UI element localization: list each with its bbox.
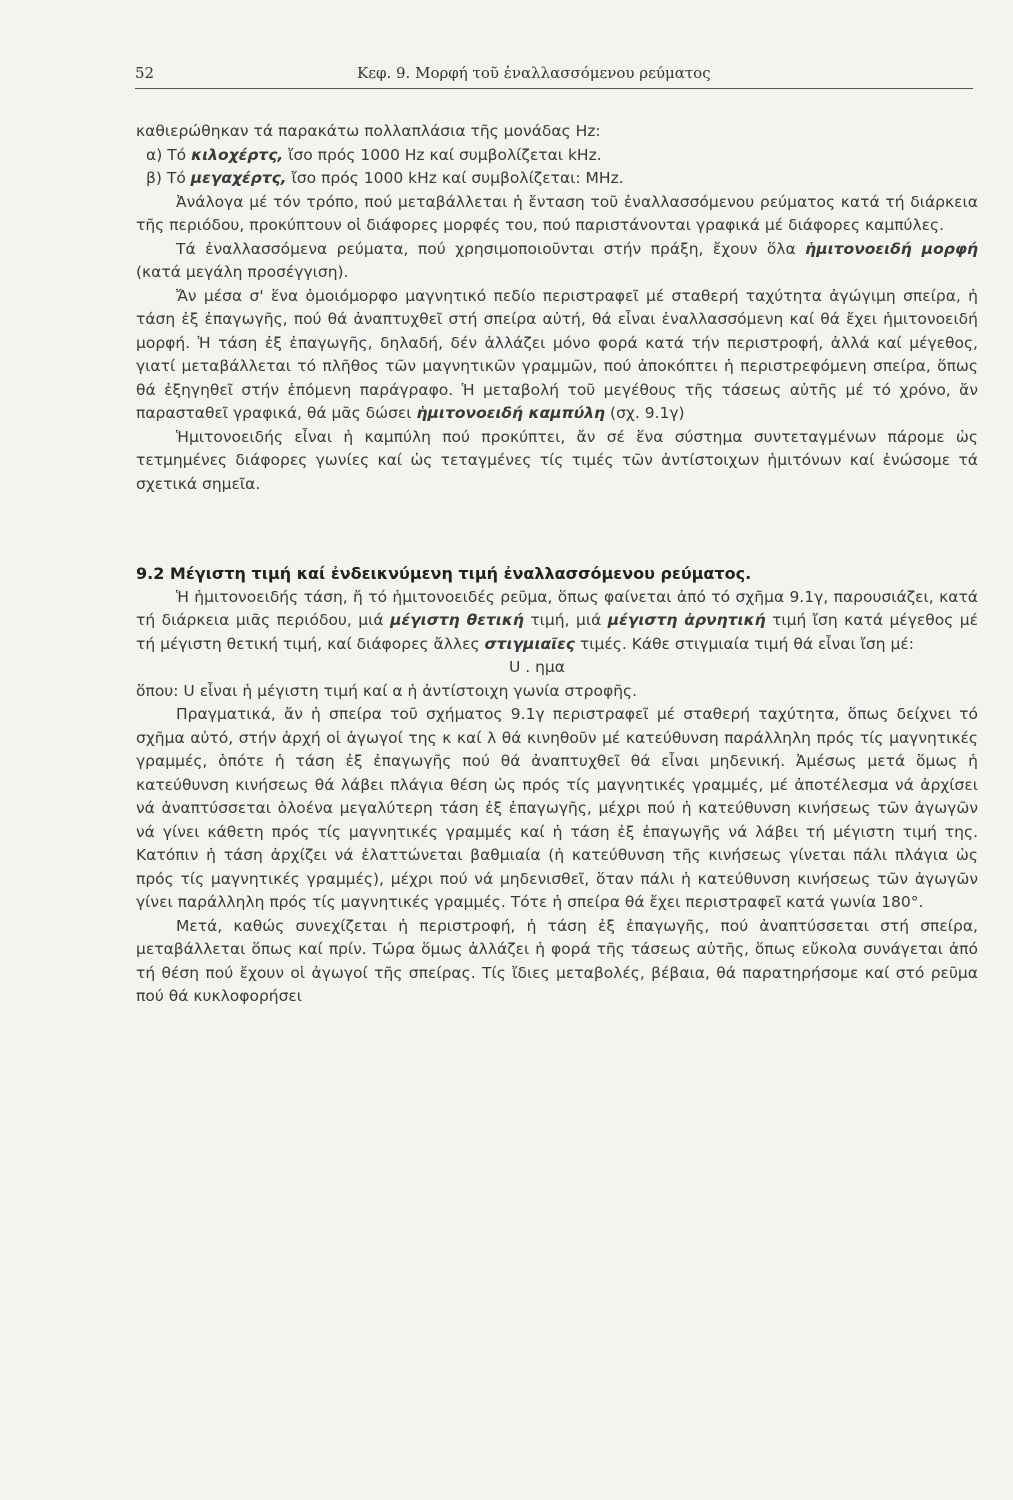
list-item-b-prefix: β) Τό	[146, 169, 191, 187]
list-item-a	[136, 144, 978, 168]
running-title: Κεφ. 9. Μορφή τοῦ ἐναλλασσόμενου ρεύματος	[357, 64, 711, 82]
paragraph-continuation: Μετά, καθώς συνεχίζεται ἡ περιστροφή, ἡ τάση ἐξ ἐπαγωγῆς, πού ἀναπτύσσεται στή σπείρα, μεταβάλλεται ὅπως καί πρίν. Τώρα ὅμως ἀλλάζει ἡ φορά τῆς τάσεως αὐτῆς, ὅπως εὔκολα συνάγεται ἀπό τή θέση πού ἔχουν οἱ ἀγωγοί τῆς σπείρας. Τίς ἴδιες μεταβολές, βέβαια, θά παρατηρήσομε καί στό ρεῦμα πού θά κυκλοφορήσει	[136, 916, 978, 1005]
term-kilohertz: κιλοχέρτς,	[191, 145, 284, 164]
paragraph-max-values-text-1: Ἡ ἡμιτονοειδής τάση, ἤ τό ἡμιτονοειδές ρεῦμα, ὅπως φαίνεται ἀπό τό σχῆμα 9.1γ, παρουσιάζει, κατά τή διάρκεια μιᾶς περιόδου, μιά	[136, 587, 978, 629]
page-header	[135, 62, 973, 89]
list-item-a-text: ἴσο πρός 1000 Hz καί συμβολίζεται kHz.	[283, 145, 602, 164]
paragraph-rotating-coil-tail: (σχ. 9.1γ)	[605, 404, 685, 422]
intro-paragraph: καθιερώθηκαν τά παρακάτω πολλαπλάσια τῆς μονάδας Hz:	[136, 122, 601, 140]
paragraph-definition: Ἡμιτονοειδής εἶναι ἡ καμπύλη πού προκύπτει, ἄν σέ ἕνα σύστημα συντεταγμένων πάρομε ὡς τετμημένες διάφορες γωνίες καί ὡς τεταγμένες τίς τιμές τῶν ἀντίστοιχων ἡμιτόνων καί ἑνώσομε τά σχετικά σημεῖα.	[136, 427, 978, 493]
formula: U . ημα	[508, 658, 566, 676]
list-item-b	[136, 167, 978, 191]
page-body	[136, 120, 978, 1009]
term-max-negative: μέγιστη ἀρνητική	[607, 611, 766, 629]
term-sinusoidal-curve: ἡμιτονοειδή καμπύλη	[416, 404, 606, 422]
paragraph-waveforms: Ἀνάλογα μέ τόν τρόπο, πού μεταβάλλεται ἡ ἔνταση τοῦ ἐναλλασσόμενου ρεύματος κατά τή διάρκεια τῆς περιόδου, προκύπτουν οἱ διάφορες μορφές του, πού παριστάνονται γραφικά μέ διάφορες καμπύλες.	[136, 192, 978, 234]
list-item-b-text: ἴσο πρός 1000 kHz καί συμβολίζεται: MHz.	[286, 169, 624, 187]
paragraph-sinusoidal-text: Τά ἐναλλασσόμενα ρεύματα, πού χρησιμοποιοῦνται στήν πράξη, ἔχουν ὅλα	[176, 239, 806, 258]
list-item-a-prefix: α) Τό	[146, 145, 192, 164]
paragraph-where: ὅπου: U εἶναι ἡ μέγιστη τιμή καί α ἡ ἀντίστοιχη γωνία στροφῆς.	[136, 681, 638, 700]
paragraph-sinusoidal	[136, 238, 978, 285]
section-heading: 9.2 Μέγιστη τιμή καί ἐνδεικνύμενη τιμή ἐναλλασσόμενου ρεύματος.	[136, 564, 752, 583]
term-instantaneous: στιγμιαῖες	[484, 634, 575, 653]
paragraph-rotating-coil-text: Ἄν μέσα σ' ἕνα ὁμοιόμορφο μαγνητικό πεδίο περιστραφεῖ μέ σταθερή ταχύτητα ἀγώγιμη σπείρα, ἡ τάση ἐξ ἐπαγωγῆς, πού θά ἀναπτυχθεῖ στή σπείρα αὐτή, θά εἶναι ἐναλλασσόμενη καί θά ἔχει ἡμιτονοειδή μορφή. Ἡ τάση ἐξ ἐπαγωγῆς, δηλαδή, δέν ἀλλάζει μόνο φορά κατά τήν περιστροφή, ἀλλά καί μέγεθος, γιατί μεταβάλλεται τό πλῆθος τῶν μαγνητικῶν γραμμῶν, πού ἀποκόπτει ἡ περιστρεφόμενη σπείρα, ὅπως θά ἐξηγηθεῖ στήν ἑπόμενη παράγραφο. Ἡ μεταβολή τοῦ μεγέθους τῆς τάσεως αὐτῆς μέ τό χρόνο, ἄν παρασταθεῖ γραφικά, θά μᾶς δώσει	[136, 286, 978, 422]
paragraph-max-values	[136, 586, 978, 657]
paragraph-rotating-coil	[136, 285, 978, 426]
paragraph-max-values-text-3: τιμή ἴση κατά μέγεθος μέ τή μέγιστη θετική τιμή, καί διάφορες ἄλλες	[136, 611, 979, 653]
paragraph-explanation: Πραγματικά, ἄν ἡ σπείρα τοῦ σχήματος 9.1γ περιστραφεῖ μέ σταθερή ταχύτητα, ὅπως δείχνει τό σχῆμα αὐτό, στήν ἀρχή οἱ ἀγωγοί της κ καί λ θά κινηθοῦν μέ κατεύθυνση παράλληλη πρός τίς μαγνητικές γραμμές, ὁπότε ἡ τάση ἐξ ἐπαγωγῆς πού θά ἀναπτυχθεῖ θά εἶναι μηδενική. Ἀμέσως μετά ὅμως ἡ κατεύθυνση κινήσεως θά λάβει πλάγια θέση ὡς πρός τίς μαγνητικές γραμμές, μέ ἀποτέλεσμα νά ἀρχίσει νά ἀναπτύσσεται ὁλοένα μεγαλύτερη τάση ἐξ ἐπαγωγῆς, μέχρι πού ἡ κατεύθυνση κινήσεως τῶν ἀγωγῶν νά γίνει κάθετη πρός τίς μαγνητικές γραμμές καί ἡ τάση ἐξ ἐπαγωγῆς νά λάβει τή μέγιστη τιμή της. Κατόπιν ἡ τάση ἀρχίζει νά ἐλαττώνεται βαθμιαία (ἡ κατεύθυνση τῆς κινήσεως γίνεται πάλι πλάγια ὡς πρός τίς μαγνητικές γραμμές), μέχρι πού νά μηδενισθεῖ, ὅταν πάλι ἡ κατεύθυνση κινήσεως τῶν ἀγωγῶν γίνει παράλληλη πρός τίς μαγνητικές γραμμές. Τότε ἡ σπείρα θά ἔχει περιστραφεῖ κατά γωνία 180°.	[136, 705, 978, 911]
term-sinusoidal-form: ἡμιτονοειδή μορφή	[805, 239, 978, 258]
paragraph-sinusoidal-tail: (κατά μεγάλη προσέγγιση).	[136, 263, 349, 281]
paragraph-max-values-text-4: τιμές. Κάθε στιγμιαία τιμή θά εἶναι ἴση μέ:	[575, 634, 914, 653]
paragraph-max-values-text-2: τιμή, μιά	[523, 611, 608, 629]
term-megahertz: μεγαχέρτς,	[190, 169, 287, 187]
term-max-positive: μέγιστη θετική	[390, 611, 524, 629]
page-number: 52	[135, 64, 155, 82]
